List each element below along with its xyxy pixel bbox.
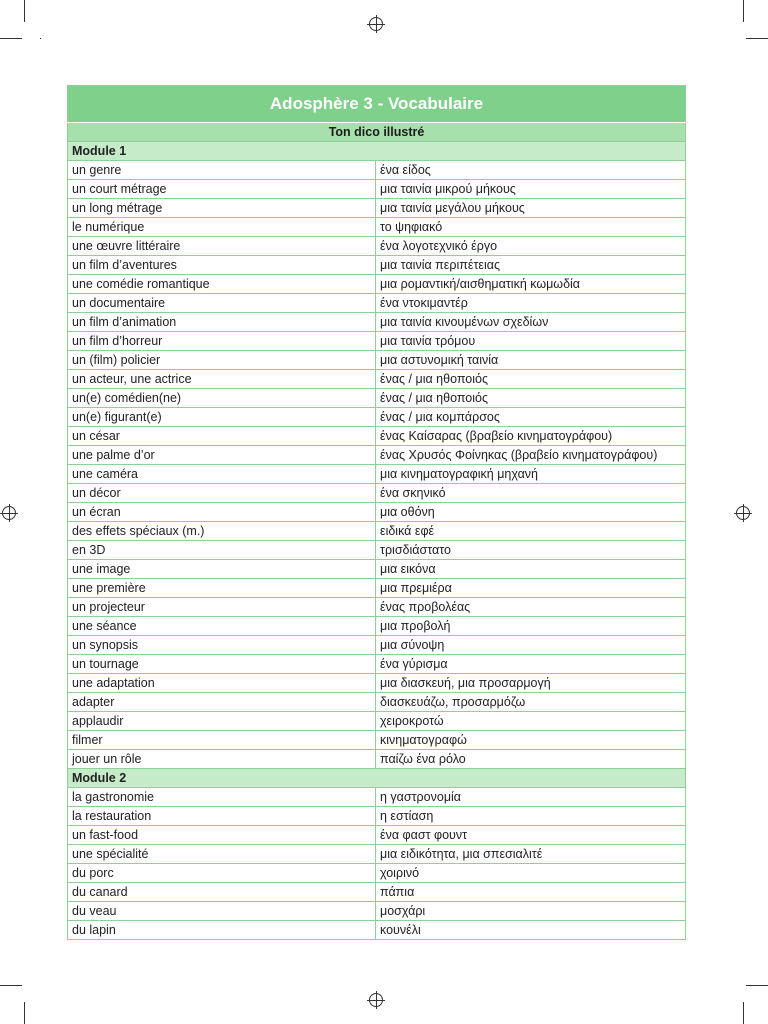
document-subtitle: Ton dico illustré	[68, 123, 686, 142]
greek-translation: το ψηφιακό	[376, 218, 686, 237]
registration-mark-icon	[2, 506, 16, 520]
greek-translation: ένα λογοτεχνικό έργο	[376, 237, 686, 256]
french-term: des effets spéciaux (m.)	[68, 522, 376, 541]
greek-translation: η εστίαση	[376, 807, 686, 826]
greek-translation: μια αστυνομική ταινία	[376, 351, 686, 370]
french-term: une œuvre littéraire	[68, 237, 376, 256]
module-title: Module 2	[68, 769, 686, 788]
french-term: du lapin	[68, 921, 376, 940]
vocab-row	[68, 617, 686, 636]
greek-translation: μια ταινία μεγάλου μήκους	[376, 199, 686, 218]
french-term: une image	[68, 560, 376, 579]
vocab-row	[68, 351, 686, 370]
vocab-row	[68, 484, 686, 503]
greek-translation: ένα σκηνικό	[376, 484, 686, 503]
vocab-row	[68, 902, 686, 921]
vocab-row	[68, 332, 686, 351]
greek-translation: ένα είδος	[376, 161, 686, 180]
french-term: un film d’aventures	[68, 256, 376, 275]
greek-translation: μια ταινία περιπέτειας	[376, 256, 686, 275]
vocab-row	[68, 503, 686, 522]
vocab-row	[68, 256, 686, 275]
greek-translation: μια προβολή	[376, 617, 686, 636]
vocab-row	[68, 845, 686, 864]
greek-translation: μια διασκευή, μια προσαρμογή	[376, 674, 686, 693]
french-term: une comédie romantique	[68, 275, 376, 294]
subtitle-row	[68, 123, 686, 142]
french-term: une palme d’or	[68, 446, 376, 465]
greek-translation: ένας / μια κομπάρσος	[376, 408, 686, 427]
greek-translation: ένας Καίσαρας (βραβείο κινηματογράφου)	[376, 427, 686, 446]
vocab-row	[68, 655, 686, 674]
french-term: un synopsis	[68, 636, 376, 655]
greek-translation: μια οθόνη	[376, 503, 686, 522]
vocab-row	[68, 370, 686, 389]
crop-mark-icon	[746, 38, 768, 39]
vocab-row	[68, 275, 686, 294]
french-term: un écran	[68, 503, 376, 522]
french-term: un tournage	[68, 655, 376, 674]
module-header-row	[68, 142, 686, 161]
greek-translation: ένας / μια ηθοποιός	[376, 389, 686, 408]
french-term: un film d’horreur	[68, 332, 376, 351]
greek-translation: μια εικόνα	[376, 560, 686, 579]
vocab-row	[68, 218, 686, 237]
french-term: une spécialité	[68, 845, 376, 864]
french-term: un(e) figurant(e)	[68, 408, 376, 427]
vocab-row	[68, 446, 686, 465]
greek-translation: μια κινηματογραφική μηχανή	[376, 465, 686, 484]
crop-mark-icon	[0, 38, 22, 39]
vocab-row	[68, 294, 686, 313]
greek-translation: χειροκροτώ	[376, 712, 686, 731]
vocab-row	[68, 541, 686, 560]
vocab-row	[68, 807, 686, 826]
french-term: un fast-food	[68, 826, 376, 845]
greek-translation: μια ταινία κινουμένων σχεδίων	[376, 313, 686, 332]
french-term: du veau	[68, 902, 376, 921]
french-term: un décor	[68, 484, 376, 503]
vocab-row	[68, 180, 686, 199]
french-term: filmer	[68, 731, 376, 750]
greek-translation: ένα φαστ φουντ	[376, 826, 686, 845]
vocab-row	[68, 465, 686, 484]
greek-translation: ένας προβολέας	[376, 598, 686, 617]
vocab-row	[68, 693, 686, 712]
title-row	[68, 86, 686, 123]
crop-mark-icon	[746, 985, 768, 986]
vocab-row	[68, 921, 686, 940]
french-term: la restauration	[68, 807, 376, 826]
greek-translation: μια σύνοψη	[376, 636, 686, 655]
french-term: en 3D	[68, 541, 376, 560]
greek-translation: μια ταινία τρόμου	[376, 332, 686, 351]
french-term: un genre	[68, 161, 376, 180]
vocab-row	[68, 883, 686, 902]
registration-mark-icon	[369, 17, 383, 31]
vocab-row	[68, 427, 686, 446]
french-term: le numérique	[68, 218, 376, 237]
greek-translation: μια ειδικότητα, μια σπεσιαλιτέ	[376, 845, 686, 864]
module-title: Module 1	[68, 142, 686, 161]
vocab-row	[68, 313, 686, 332]
french-term: un (film) policier	[68, 351, 376, 370]
french-term: une adaptation	[68, 674, 376, 693]
vocab-row	[68, 674, 686, 693]
vocab-row	[68, 826, 686, 845]
vocab-row	[68, 636, 686, 655]
crop-mark-icon	[24, 0, 25, 22]
registration-mark-icon	[736, 506, 750, 520]
vocab-row	[68, 598, 686, 617]
vocab-row	[68, 161, 686, 180]
french-term: une séance	[68, 617, 376, 636]
vocab-row	[68, 389, 686, 408]
vocab-row	[68, 199, 686, 218]
greek-translation: παίζω ένα ρόλο	[376, 750, 686, 769]
french-term: un film d’animation	[68, 313, 376, 332]
french-term: un projecteur	[68, 598, 376, 617]
french-term: adapter	[68, 693, 376, 712]
french-term: une caméra	[68, 465, 376, 484]
crop-mark-icon	[0, 985, 22, 986]
french-term: un(e) comédien(ne)	[68, 389, 376, 408]
greek-translation: μια πρεμιέρα	[376, 579, 686, 598]
french-term: un court métrage	[68, 180, 376, 199]
greek-translation: ένα ντοκιμαντέρ	[376, 294, 686, 313]
vocab-row	[68, 237, 686, 256]
french-term: du porc	[68, 864, 376, 883]
crop-mark-icon	[40, 38, 41, 39]
french-term: un acteur, une actrice	[68, 370, 376, 389]
crop-mark-icon	[24, 1002, 25, 1024]
greek-translation: ένας Χρυσός Φοίνηκας (βραβείο κινηματογράφου)	[376, 446, 686, 465]
vocab-row	[68, 560, 686, 579]
french-term: un documentaire	[68, 294, 376, 313]
french-term: la gastronomie	[68, 788, 376, 807]
vocab-row	[68, 864, 686, 883]
module-header-row	[68, 769, 686, 788]
greek-translation: μια ταινία μικρού μήκους	[376, 180, 686, 199]
vocab-row	[68, 788, 686, 807]
french-term: un long métrage	[68, 199, 376, 218]
greek-translation: μοσχάρι	[376, 902, 686, 921]
greek-translation: ένα γύρισμα	[376, 655, 686, 674]
greek-translation: κουνέλι	[376, 921, 686, 940]
greek-translation: πάπια	[376, 883, 686, 902]
vocab-row	[68, 408, 686, 427]
vocab-row	[68, 731, 686, 750]
vocab-row	[68, 579, 686, 598]
vocab-row	[68, 750, 686, 769]
registration-mark-icon	[369, 993, 383, 1007]
greek-translation: χοιρινό	[376, 864, 686, 883]
greek-translation: ένας / μια ηθοποιός	[376, 370, 686, 389]
vocabulary-table	[67, 85, 686, 940]
document-title: Adosphère 3 - Vocabulaire	[68, 86, 686, 123]
crop-mark-icon	[743, 0, 744, 22]
greek-translation: τρισδιάστατο	[376, 541, 686, 560]
french-term: jouer un rôle	[68, 750, 376, 769]
french-term: une première	[68, 579, 376, 598]
french-term: du canard	[68, 883, 376, 902]
vocab-row	[68, 712, 686, 731]
greek-translation: η γαστρονομία	[376, 788, 686, 807]
greek-translation: κινηματογραφώ	[376, 731, 686, 750]
french-term: applaudir	[68, 712, 376, 731]
french-term: un césar	[68, 427, 376, 446]
vocab-row	[68, 522, 686, 541]
crop-mark-icon	[743, 1002, 744, 1024]
greek-translation: μια ρομαντική/αισθηματική κωμωδία	[376, 275, 686, 294]
greek-translation: ειδικά εφέ	[376, 522, 686, 541]
greek-translation: διασκευάζω, προσαρμόζω	[376, 693, 686, 712]
